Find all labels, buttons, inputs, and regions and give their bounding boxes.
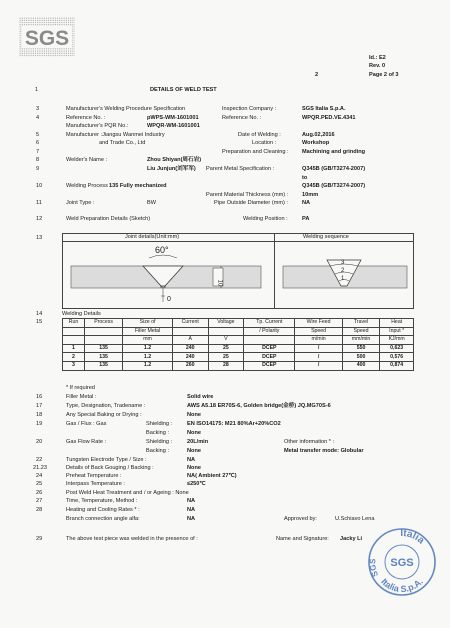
- row-mid-value: Q345B (GB/T3274-2007): [302, 183, 366, 189]
- row-label: Manufacturer's PQR No.:: [66, 123, 129, 129]
- header-cell: Speed: [295, 327, 342, 336]
- row-mid-value: Aug.02,2016: [302, 132, 335, 138]
- row-number: 19: [36, 421, 43, 427]
- cell: 0,623: [380, 344, 414, 353]
- pass-2-label: 2: [341, 268, 345, 274]
- row-value: None: [187, 430, 201, 436]
- row-label: Welding Process :: [66, 183, 111, 189]
- row-label: Any Special Baking or Drying :: [66, 412, 142, 418]
- row-number: 21.23: [33, 465, 47, 471]
- row-sublabel: Backing :: [146, 430, 170, 436]
- row-number: 15: [36, 319, 43, 325]
- row-label: Time, Temperature, Method :: [66, 498, 138, 504]
- row-mid-label: Reference No. :: [222, 115, 262, 121]
- pass-3-label: 3: [341, 260, 345, 266]
- header-cell: mm/min: [342, 336, 380, 345]
- row-mid-value: Q345B (GB/T3274-2007): [302, 166, 366, 172]
- table-header-row: [63, 336, 414, 345]
- cell: 1.2: [123, 353, 173, 362]
- gap-label: 0: [167, 296, 171, 303]
- col-header-voltage: Voltage: [208, 319, 244, 328]
- row-value: AWS A5.18 ER70S-6, Golden bridge(金桥) JQ.MG70S-6: [187, 403, 331, 409]
- row-value: EN ISO14175: M21 80%Ar+20%CO2: [187, 421, 281, 427]
- header-cell: / Polarity: [244, 327, 295, 336]
- cell: 1.2: [123, 344, 173, 353]
- row-label: Manufacturer :Jiangsu Wanmei Industry: [66, 132, 165, 138]
- row-label: Heating and Cooling Rates * :: [66, 507, 140, 513]
- stamp-top-text: Italia: [400, 527, 427, 547]
- row-mid-label: Inspection Company :: [222, 106, 277, 112]
- col-header-size: Size of: [123, 319, 173, 328]
- row-value: NA: [187, 457, 196, 463]
- row-number: 24: [36, 473, 43, 479]
- row-number: 17: [36, 403, 43, 409]
- pass-1-label: 1: [341, 276, 345, 282]
- row-number: 14: [36, 311, 43, 317]
- row-number: 8: [36, 157, 40, 163]
- row-label: Preheat Temperature :: [66, 473, 122, 479]
- header-cell: [63, 336, 85, 345]
- approved-by-value: U.Schiavo Lena: [335, 516, 375, 522]
- logo-text: SGS: [24, 27, 70, 50]
- row-mid-value: SGS Italia S.p.A.: [302, 106, 346, 112]
- row-number: 9: [36, 166, 40, 172]
- header-cell: [244, 336, 295, 345]
- header-cell: A: [172, 336, 208, 345]
- table-row: [63, 344, 414, 353]
- cell: 28: [208, 361, 244, 370]
- row-value: Liu Junjun(刘军军): [147, 166, 196, 172]
- cell: 550: [342, 344, 380, 353]
- row-number: 20: [36, 439, 43, 445]
- header-cell: [208, 327, 244, 336]
- row-number: 26: [36, 490, 43, 496]
- sequence-sketch: [275, 242, 413, 308]
- cell: DCEP: [244, 353, 295, 362]
- other-info-label: Other information * :: [284, 439, 335, 445]
- row-value: and Trade Co., Ltd: [99, 140, 146, 146]
- col-header-heat: Heat: [380, 319, 414, 328]
- cell: 260: [172, 361, 208, 370]
- cell: /: [295, 344, 342, 353]
- cell: 135: [84, 353, 122, 362]
- row-mid-value: Workshop: [302, 140, 330, 146]
- row-label: Reference No. :: [66, 115, 106, 121]
- row-number: 3: [36, 106, 40, 112]
- row-number: 5: [36, 132, 40, 138]
- row-number: 18: [36, 412, 43, 418]
- row-value: Solid wire: [187, 394, 214, 400]
- row-value: WPQR-WM-1601001: [147, 123, 200, 129]
- row-label: Joint Type :: [66, 200, 95, 206]
- if-required-note: * If required: [66, 385, 95, 391]
- row-mid-value: WPQR.PED.VE.4341: [302, 115, 356, 121]
- row-number: 12: [36, 216, 43, 222]
- page-index: 2: [315, 72, 319, 78]
- sketch-frame: [62, 233, 414, 309]
- welding-details-title: Welding Details: [62, 311, 101, 317]
- stamp-bottom-text: Italia S.p.A.: [379, 576, 425, 595]
- row-value: NA: [187, 516, 196, 522]
- row-number: 7: [36, 149, 40, 155]
- header-cell: [172, 327, 208, 336]
- row-label: Post Weld Heat Treatment and / or Ageing : None: [66, 490, 189, 496]
- row-mid-label: Parent Material Thickness (mm) :: [206, 192, 289, 198]
- row-mid-value: Machining and grinding: [302, 149, 366, 155]
- row-sublabel: Backing :: [146, 448, 170, 454]
- row-mid-label: Parent Metal Specification :: [206, 166, 275, 172]
- cell: 3: [63, 361, 85, 370]
- row-number: 13: [36, 235, 43, 241]
- cell: 135: [84, 361, 122, 370]
- table-row: [63, 361, 414, 370]
- header-cell: Input *: [380, 327, 414, 336]
- header-cell: m/min: [295, 336, 342, 345]
- row-number: 27: [36, 498, 43, 504]
- row-mid-label: Date of Welding :: [238, 132, 281, 138]
- cell: 25: [208, 353, 244, 362]
- cell: 500: [342, 353, 380, 362]
- row-label: Type, Designation, Tradename :: [66, 403, 146, 409]
- row-value: NA( Ambient 27℃): [187, 473, 237, 479]
- svg-text:Italia: [400, 528, 426, 547]
- cell: 0,576: [380, 353, 414, 362]
- row-number: 22: [36, 457, 43, 463]
- col-header-current: Current: [172, 319, 208, 328]
- row-value: NA: [187, 498, 196, 504]
- cell: 240: [172, 353, 208, 362]
- row-label: Gas Flow Rate :: [66, 439, 107, 445]
- cell: /: [295, 353, 342, 362]
- header-cell: Filler Metal: [123, 327, 173, 336]
- row-value: ≤250℃: [187, 481, 206, 487]
- header-cell: [84, 336, 122, 345]
- col-header-run: Run: [63, 319, 85, 328]
- row-value: 135 Fully mechanized: [109, 183, 167, 189]
- row-mid-label: Preparation and Cleaning :: [222, 149, 289, 155]
- cell: 1: [63, 344, 85, 353]
- approved-by-label: Approved by:: [284, 516, 317, 522]
- other-info-value: Metal transfer mode: Globular: [284, 448, 364, 454]
- welding-details-table: [62, 318, 414, 371]
- row-label: Branch connection angle alfa:: [66, 516, 140, 522]
- row-label: Details of Back Gouging / Backing :: [66, 465, 154, 471]
- row-number: 6: [36, 140, 40, 146]
- row-number: 11: [36, 200, 42, 206]
- cell: 25: [208, 344, 244, 353]
- row-label: Filler Metal :: [66, 394, 97, 400]
- signature-value: Jacky Li: [340, 536, 363, 542]
- doc-rev: Rev. 0: [369, 63, 386, 69]
- bevel-angle-label: 60°: [155, 245, 169, 255]
- welding-sequence-title: Welding sequence: [303, 234, 349, 240]
- table-header-row: [63, 327, 414, 336]
- row-number: 28: [36, 507, 43, 513]
- witness-statement: The above test piece was welded in the presence of :: [66, 536, 198, 542]
- row-mid-label: Pipe Outside Diameter (mm) :: [214, 200, 288, 206]
- row-value: None: [187, 448, 201, 454]
- row-sublabel: Shielding :: [146, 439, 173, 445]
- sgs-logo: [19, 17, 75, 57]
- header-cell: Speed: [342, 327, 380, 336]
- welding-position-value: PA: [302, 216, 310, 222]
- page-counter: Page 2 of 3: [369, 72, 399, 78]
- cell: 240: [172, 344, 208, 353]
- row-value: None: [187, 465, 201, 471]
- col-header-wire-feed: Wire Feed: [295, 319, 342, 328]
- col-header-process: Process: [84, 319, 122, 328]
- cell: DCEP: [244, 361, 295, 370]
- doc-id: Id.: E2: [369, 55, 386, 61]
- cell: DCEP: [244, 344, 295, 353]
- header-cell: [84, 327, 122, 336]
- row-num-1: 1: [35, 87, 39, 93]
- row-value: NA: [187, 507, 196, 513]
- cell: 400: [342, 361, 380, 370]
- welding-position-label: Welding Position :: [243, 216, 288, 222]
- row-sublabel: Shielding :: [146, 421, 173, 427]
- row-value: None: [187, 412, 201, 418]
- header-cell: V: [208, 336, 244, 345]
- stamp-center-text: SGS: [390, 557, 414, 569]
- row-number: 16: [36, 394, 43, 400]
- header-cell: KJ/mm: [380, 336, 414, 345]
- sgs-stamp: [366, 526, 438, 598]
- row-number: 10: [36, 183, 43, 189]
- row-label: Interpass Temperature :: [66, 481, 125, 487]
- row-value: pWPS-WM-1601001: [147, 115, 199, 121]
- row-value: BW: [147, 200, 157, 206]
- row-value: 20L/min: [187, 439, 209, 445]
- signature-label: Name and Signature:: [276, 536, 329, 542]
- cell: 1.2: [123, 361, 173, 370]
- row-number: 25: [36, 481, 43, 487]
- col-header-travel: Travel: [342, 319, 380, 328]
- thickness-label: 10: [216, 279, 223, 287]
- document-title: DETAILS OF WELD TEST: [150, 87, 217, 93]
- svg-text:SGS: [368, 558, 380, 578]
- joint-details-title: Joint details(Unit:mm): [125, 234, 180, 240]
- row-label: Gas / Flux : Gas: [66, 421, 107, 427]
- row-label: Welder's Name :: [66, 157, 108, 163]
- row-mid-value: to: [302, 175, 308, 181]
- row-number: 4: [36, 115, 40, 121]
- row-mid-label: Location :: [252, 140, 277, 146]
- cell: 2: [63, 353, 85, 362]
- cell: 135: [84, 344, 122, 353]
- header-cell: [63, 327, 85, 336]
- table-row: [63, 353, 414, 362]
- col-header-current-type: Tp. Current: [244, 319, 295, 328]
- row-value: Zhou Shiyan(周石岩): [147, 157, 202, 163]
- row-label: Tungsten Electrode Type / Size :: [66, 457, 147, 463]
- stamp-left-text: SGS: [368, 558, 381, 578]
- table-header-row: [63, 319, 414, 328]
- row-mid-value: NA: [302, 200, 311, 206]
- cell: /: [295, 361, 342, 370]
- row-mid-value: 10mm: [302, 192, 319, 198]
- row-label: Manufacturer's Welding Procedure Specification: [66, 106, 186, 112]
- cell: 0,874: [380, 361, 414, 370]
- sketch-heading: Weld Preparation Details (Sketch): [66, 216, 151, 222]
- header-cell: mm: [123, 336, 173, 345]
- row-number: 29: [36, 536, 43, 542]
